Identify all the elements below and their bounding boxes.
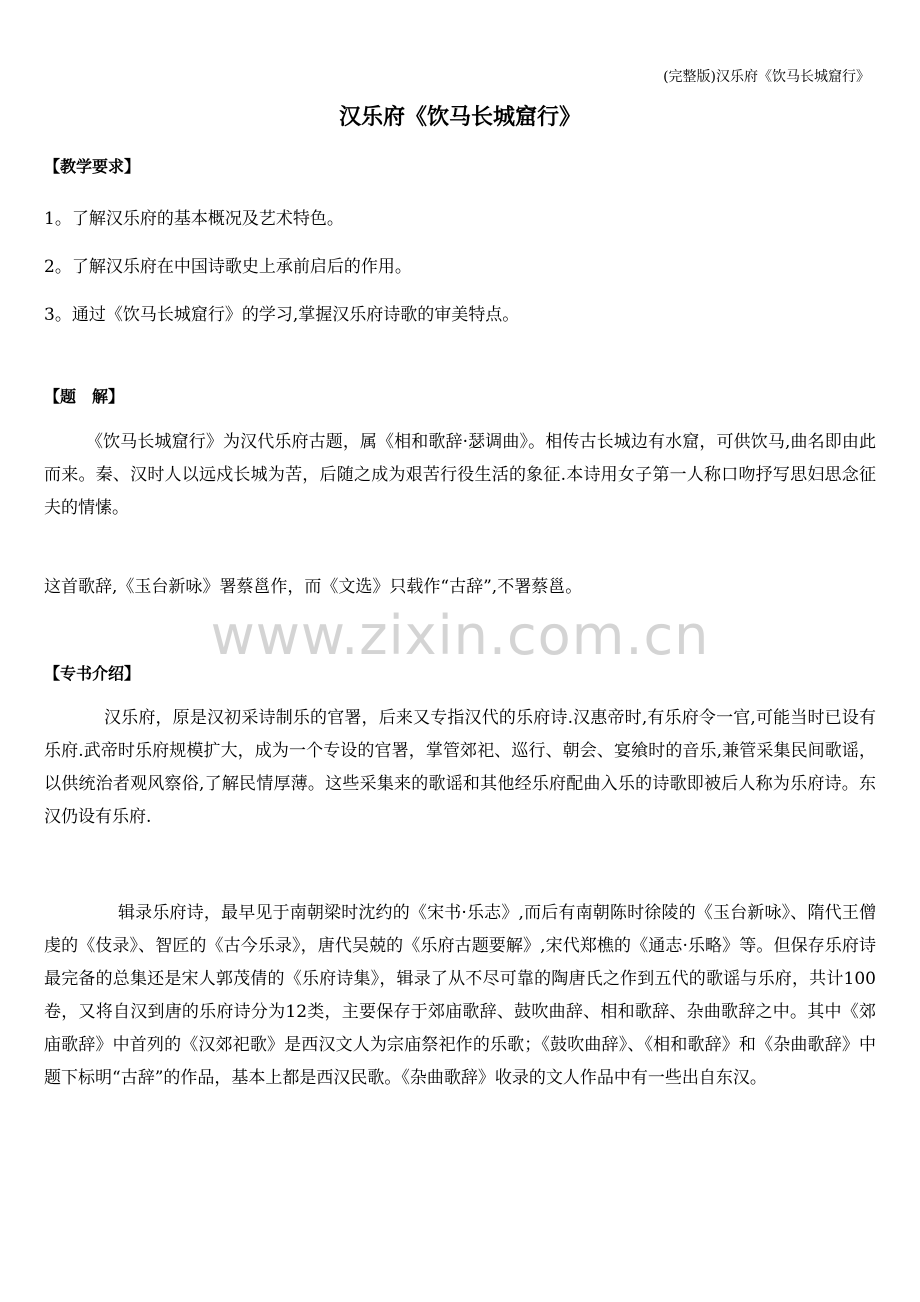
requirement-item-1: 1。了解汉乐府的基本概况及艺术特色。 <box>44 209 344 229</box>
requirement-item-3: 3。通过《饮马长城窟行》的学习,掌握汉乐府诗歌的审美特点。 <box>44 305 520 325</box>
section-heading-explanation: 【题 解】 <box>44 387 125 406</box>
explanation-paragraph-2: 这首歌辞,《玉台新咏》署蔡邕作，而《文选》只载作“古辞”,不署蔡邕。 <box>44 577 583 597</box>
intro-paragraph-1: 汉乐府，原是汉初采诗制乐的官署，后来又专指汉代的乐府诗.汉惠帝时,有乐府令一官,可能当时已设有乐府.武帝时乐府规模扩大，成为一个专设的官署，掌管郊祀、巡行、朝会、宴飨时的音乐,兼管采集民间歌谣，以供统治者观风察俗,了解民情厚薄。这些采集来的歌谣和其他经乐府配曲入乐的诗歌即被后人称为乐府诗。东汉仍设有乐府. <box>44 708 876 827</box>
intro-paragraph-2: 辑录乐府诗，最早见于南朝梁时沈约的《宋书·乐志》,而后有南朝陈时徐陵的《玉台新咏》、隋代王僧虔的《伎录》、智匠的《古今乐录》，唐代吴兢的《乐府古题要解》,宋代郑樵的《通志·乐略》等。但保存乐府诗最完备的总集还是宋人郭茂倩的《乐府诗集》，辑录了从不尽可靠的陶唐氏之作到五代的歌谣与乐府，共计100卷，又将自汉到唐的乐府诗分为12类，主要保存于郊庙歌辞、鼓吹曲辞、相和歌辞、杂曲歌辞之中。其中《郊庙歌辞》中首列的《汉郊祀歌》是西汉文人为宗庙祭祀作的乐歌；《鼓吹曲辞》、《相和歌辞》和《杂曲歌辞》中题下标明“古辞”的作品，基本上都是西汉民歌。《杂曲歌辞》收录的文人作品中有一些出自东汉。 <box>44 903 876 1088</box>
watermark: www.zixin.com.cn <box>210 604 710 667</box>
running-header: (完整版)汉乐府《饮马长城窟行》 <box>663 69 870 85</box>
requirement-item-2: 2。了解汉乐府在中国诗歌史上承前启后的作用。 <box>44 257 412 277</box>
explanation-paragraph-1: 《饮马长城窟行》为汉代乐府古题，属《相和歌辞·瑟调曲》。相传古长城边有水窟，可供饮马,曲名即由此而来。秦、汉时人以远戍长城为苦，后随之成为艰苦行役生活的象征.本诗用女子第一人称口吻抒写思妇思念征夫的情愫。 <box>44 432 876 518</box>
section-heading-requirements: 【教学要求】 <box>44 157 141 176</box>
section-heading-intro: 【专书介绍】 <box>44 664 141 683</box>
document-title: 汉乐府《饮马长城窟行》 <box>338 105 581 130</box>
